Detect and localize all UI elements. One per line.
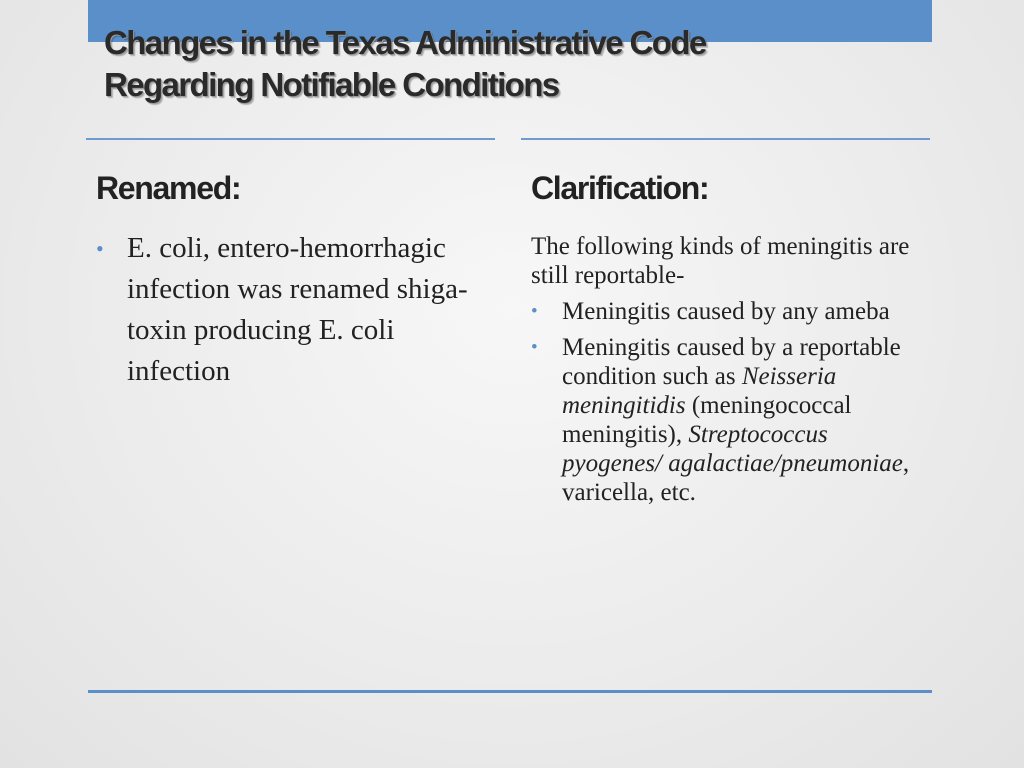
bullet-icon: • [531, 337, 538, 358]
clarification-intro: The following kinds of meningitis are still reportable- [531, 233, 910, 289]
list-item [531, 297, 926, 326]
bullet-icon: • [96, 236, 104, 261]
footer-divider [88, 690, 932, 693]
neisseria-term: Neisseria meningitidis [562, 363, 837, 419]
slide-title [104, 22, 904, 106]
renamed-heading: Renamed: [96, 170, 241, 206]
left-heading-divider [86, 138, 495, 140]
list-item [531, 333, 926, 507]
reportable-item-text [562, 334, 909, 506]
slide-title-line-1: Changes in the Texas Administrative Code [104, 24, 706, 61]
renamed-item-text: E. coli, entero-hemorrhagic infection was renamed shiga-toxin producing E. coli infection [127, 232, 468, 387]
slide-title-line-2: Regarding Notifiable Conditions [104, 66, 559, 103]
list-item [96, 228, 486, 392]
reportable-item-part-2: (meningococcal meningitis), [562, 392, 852, 448]
reportable-item-part-3: , varicella, etc. [562, 450, 910, 506]
renamed-list [96, 228, 486, 392]
bullet-icon: • [531, 301, 538, 322]
clarification-content [531, 232, 926, 514]
ameba-item-text: Meningitis caused by any ameba [562, 298, 890, 325]
clarification-list [531, 297, 926, 507]
reportable-item-part-1: Meningitis caused by a reportable condition such as [562, 334, 901, 390]
clarification-heading: Clarification: [531, 170, 709, 206]
right-heading-divider [521, 138, 930, 140]
streptococcus-term: Streptococcus pyogenes/ agalactiae/pneumoniae [562, 421, 903, 477]
